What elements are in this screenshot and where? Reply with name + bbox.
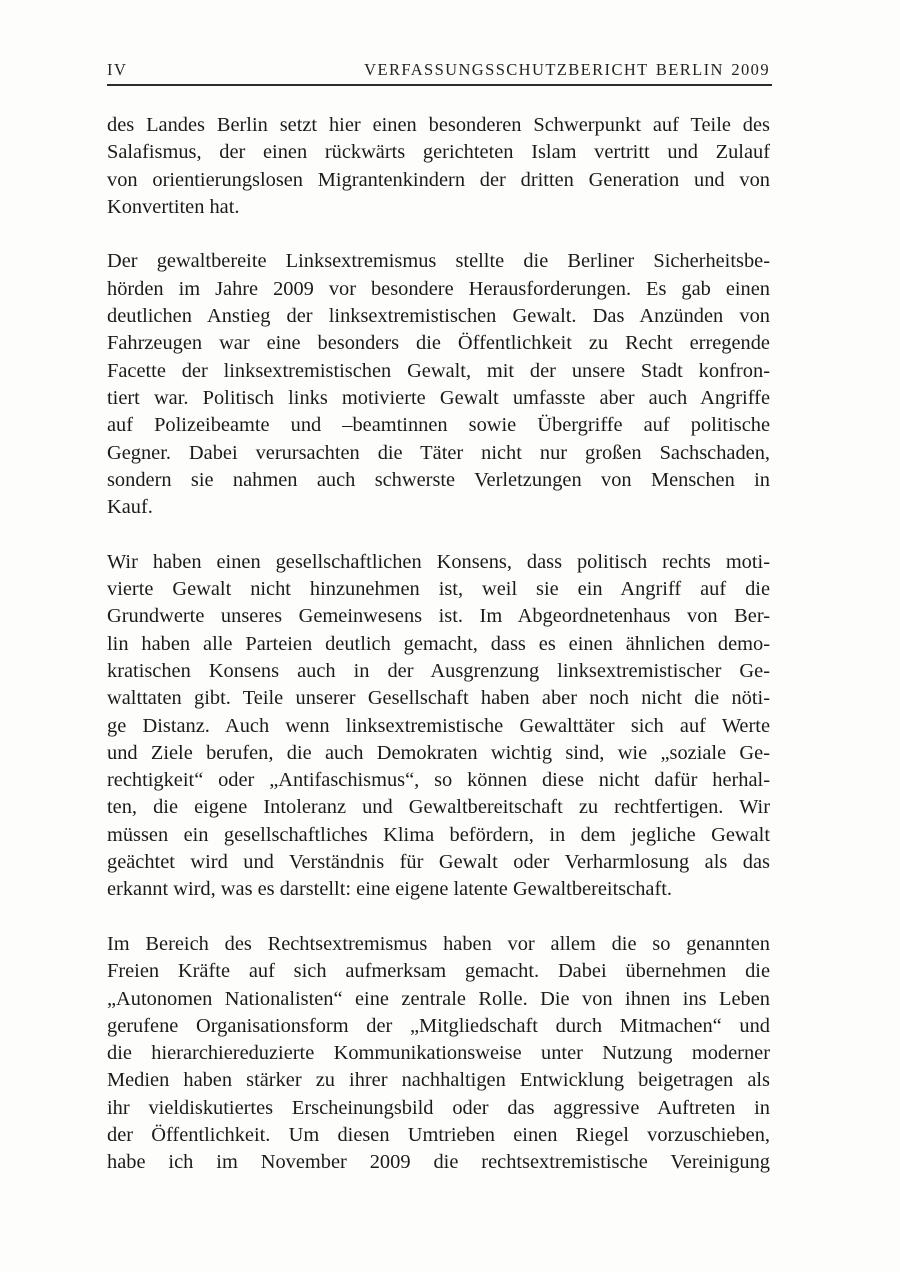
text-line: deutlichen Anstieg der linksextremistischen Gewalt. Das Anzünden von	[107, 305, 770, 328]
text-line: gerufene Organisationsform der „Mitgliedschaft durch Mitmachen“ und	[107, 1014, 770, 1037]
header-rule	[107, 84, 772, 86]
text-line: auf Polizeibeamte und –beamtinnen sowie Übergriffe auf politische	[107, 414, 770, 437]
text-line: erkannt wird, was es darstellt: eine eigene latente Gewaltbereitschaft.	[107, 878, 673, 901]
text-line: Konvertiten hat.	[107, 195, 240, 218]
paragraphs	[107, 112, 770, 1177]
text-line: Der gewaltbereite Linksextremismus stellte die Berliner Sicherheitsbe-	[107, 250, 770, 273]
text-line: rechtigkeit“ oder „Antifaschismus“, so können diese nicht dafür herhal-	[107, 769, 770, 792]
paragraph	[107, 931, 770, 1177]
text-line: hörden im Jahre 2009 vor besondere Herausforderungen. Es gab einen	[107, 277, 770, 300]
text-line: ge Distanz. Auch wenn linksextremistische Gewalttäter sich auf Werte	[107, 714, 770, 737]
paragraph	[107, 112, 770, 221]
text-line: walttaten gibt. Teile unserer Gesellschaft haben aber noch nicht die nöti-	[107, 687, 770, 710]
text-line: Gegner. Dabei verursachten die Täter nicht nur großen Sachschaden,	[107, 441, 770, 464]
page-body	[107, 112, 770, 1204]
text-line: Wir haben einen gesellschaftlichen Konsens, dass politisch rechts moti-	[107, 550, 770, 573]
text-line: müssen ein gesellschaftliches Klima befördern, in dem jegliche Gewalt	[107, 823, 770, 846]
text-line: Salafismus, der einen rückwärts gerichteten Islam vertritt und Zulauf	[107, 141, 770, 164]
text-line: Medien haben stärker zu ihrer nachhaltigen Entwicklung beigetragen als	[107, 1069, 770, 1092]
text-line: die hierarchiereduzierte Kommunikationsweise unter Nutzung moderner	[107, 1042, 770, 1065]
text-line: geächtet wird und Verständnis für Gewalt oder Verharmlosung als das	[107, 851, 770, 874]
text-line: Fahrzeugen war eine besonders die Öffentlichkeit zu Recht erregende	[107, 332, 770, 355]
text-line: Facette der linksextremistischen Gewalt, mit der unsere Stadt konfron-	[107, 359, 770, 382]
text-line: ihr vieldiskutiertes Erscheinungsbild oder das aggressive Auftreten in	[107, 1096, 770, 1119]
text-line: kratischen Konsens auch in der Ausgrenzung linksextremistischer Ge-	[107, 659, 770, 682]
text-line: Im Bereich des Rechtsextremismus haben vor allem die so genannten	[107, 932, 770, 955]
paragraph	[107, 549, 770, 904]
paragraph	[107, 248, 770, 521]
text-line: „Autonomen Nationalisten“ eine zentrale Rolle. Die von ihnen ins Leben	[107, 987, 770, 1010]
text-line: von orientierungslosen Migrantenkindern der dritten Generation und von	[107, 168, 770, 191]
text-line: habe ich im November 2009 die rechtsextremistische Vereinigung	[107, 1151, 770, 1174]
text-line: Freien Kräfte auf sich aufmerksam gemacht. Dabei übernehmen die	[107, 960, 770, 983]
text-line: vierte Gewalt nicht hinzunehmen ist, weil sie ein Angriff auf die	[107, 578, 770, 601]
text-line: der Öffentlichkeit. Um diesen Umtrieben einen Riegel vorzuschieben,	[107, 1123, 770, 1146]
text-line: ten, die eigene Intoleranz und Gewaltbereitschaft zu rechtfertigen. Wir	[107, 796, 770, 819]
text-line: Grundwerte unseres Gemeinwesens ist. Im Abgeordnetenhaus von Ber-	[107, 605, 770, 628]
running-title: VERFASSUNGSSCHUTZBERICHT BERLIN 2009	[364, 60, 770, 79]
page-number: IV	[107, 60, 128, 79]
text-line: und Ziele berufen, die auch Demokraten wichtig sind, wie „soziale Ge-	[107, 741, 770, 764]
text-line: lin haben alle Parteien deutlich gemacht, dass es einen ähnlichen demo-	[107, 632, 770, 655]
text-line: des Landes Berlin setzt hier einen besonderen Schwerpunkt auf Teile des	[107, 114, 770, 136]
text-line: sondern sie nahmen auch schwerste Verletzungen von Menschen in	[107, 468, 770, 491]
text-line: tiert war. Politisch links motivierte Gewalt umfasste aber auch Angriffe	[107, 386, 770, 409]
page-header	[107, 61, 770, 79]
text-line: Kauf.	[107, 496, 153, 519]
